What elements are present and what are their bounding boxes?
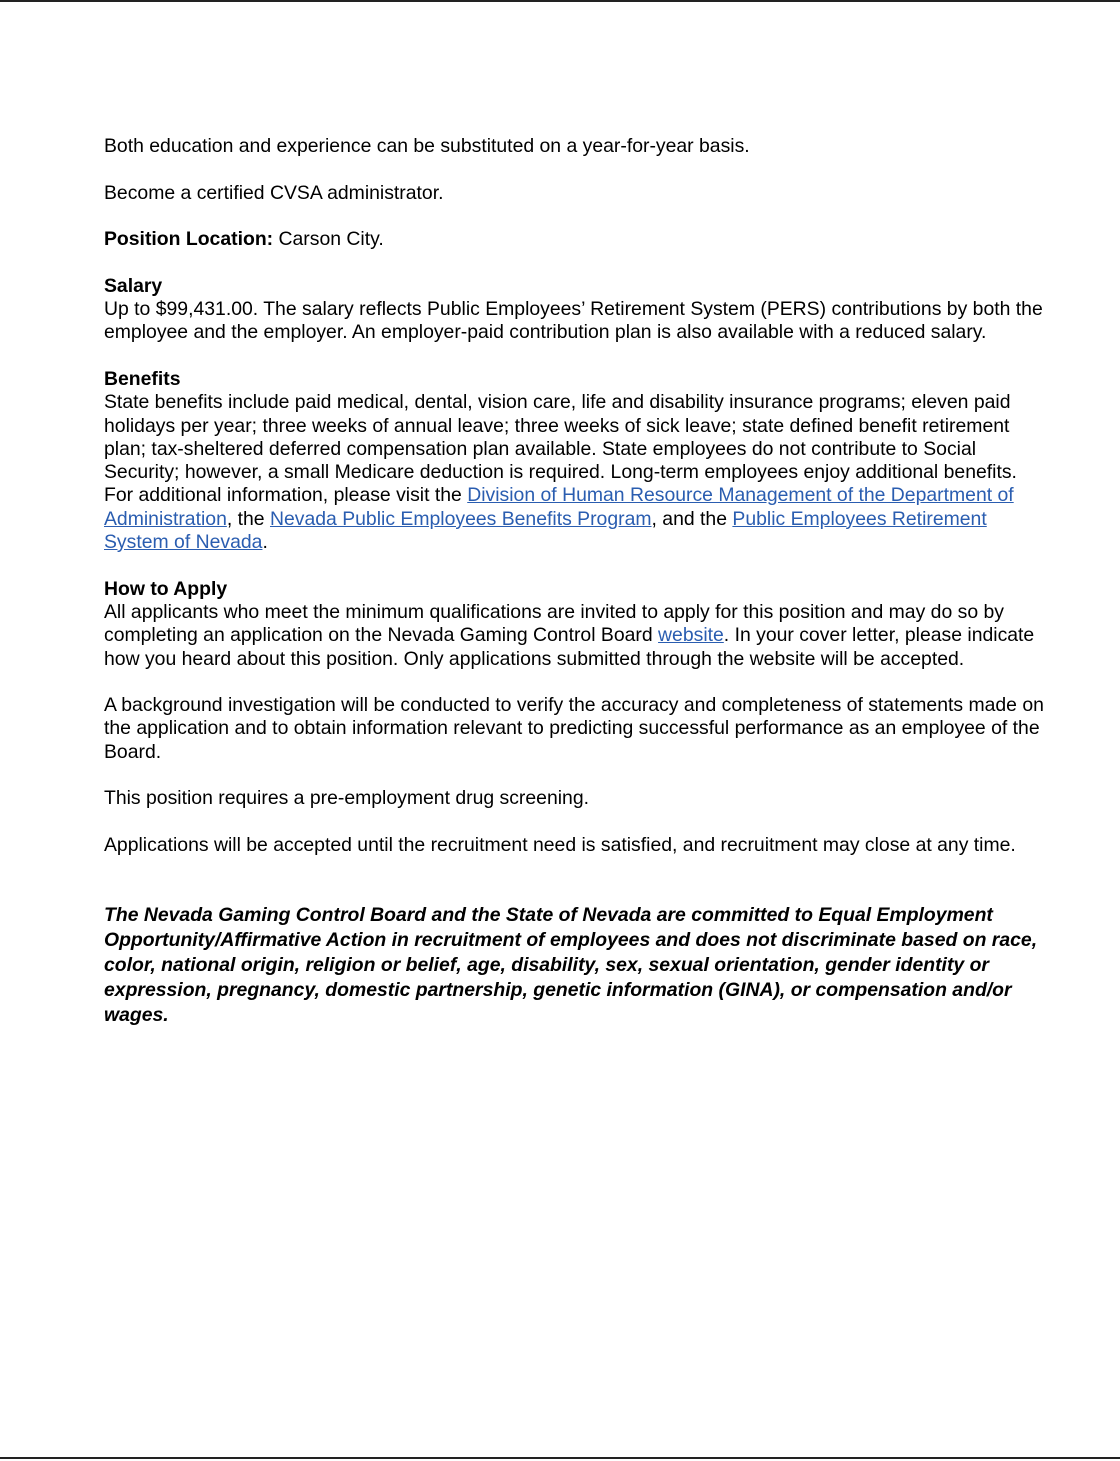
salary-section [104, 275, 1044, 345]
recruitment-close-paragraph: Applications will be accepted until the recruitment need is satisfied, and recruitment may close at any time. [104, 833, 1016, 856]
pebp-link[interactable]: Nevada Public Employees Benefits Program [269, 507, 652, 530]
page-bottom-border [0, 1457, 1120, 1459]
background-paragraph: A background investigation will be conducted to verify the accuracy and completeness of statements made on the application and to obtain information relevant to predicting successful performance as an employee of the Board. [104, 694, 1044, 763]
benefits-text-1: State benefits include paid medical, dental, vision care, life and disability insurance programs; eleven paid holidays per year; three weeks of annual leave; three weeks of sick leave; state defined benefit retirement plan; tax-sheltered deferred compensation plan available. State employees do not contribute to Social Security; however, a small Medicare deduction is required. Long-term employees enjoy additional benefits. For additional information, please visit the [104, 391, 1017, 507]
how-to-apply-section [104, 578, 1044, 671]
salary-text: Up to $99,431.00. The salary reflects Public Employees’ Retirement System (PERS) contributions by both the employee and the employer. An employer-paid contribution plan is also available with a reduced salary. [104, 298, 1043, 344]
website-link[interactable]: website [658, 624, 724, 647]
benefits-heading: Benefits [104, 367, 181, 390]
hr-division-link[interactable]: Division of Human Resource Management of the Department of Administration [104, 484, 1014, 530]
drug-screening-paragraph: This position requires a pre-employment drug screening. [104, 787, 590, 810]
page-top-border [0, 0, 1120, 2]
position-location [104, 228, 1044, 251]
benefits-text-4: . [262, 531, 268, 554]
benefits-section [104, 368, 1044, 554]
how-to-apply-text-1: All applicants who meet the minimum qualifications are invited to apply for this position and may do so by completing an application on the Nevada Gaming Control Board [104, 600, 1004, 647]
substitution-paragraph: Both education and experience can be substituted on a year-for-year basis. [104, 135, 750, 157]
eeo-statement: The Nevada Gaming Control Board and the State of Nevada are committed to Equal Employment Opportunity/Affirmative Action in recruitment of employees and does not discriminate based on race, color, national origin, religion or belief, age, disability, sex, sexual orientation, gender identity or expression, pregnancy, domestic partnership, genetic information (GINA), or compensation and/or wages. [104, 904, 1038, 1027]
benefits-text-3: , and the [651, 507, 733, 530]
document-body [104, 135, 1044, 1052]
pers-link[interactable]: Public Employees Retirement System of Nevada [104, 507, 987, 554]
how-to-apply-text-2: . In your cover letter, please indicate how you heard about this position. Only applications submitted through the website will be accepted. [104, 624, 1035, 670]
position-location-value: Carson City. [273, 228, 384, 251]
position-location-label: Position Location: [104, 228, 274, 251]
benefits-text-2: , the [226, 507, 270, 530]
how-to-apply-heading: How to Apply [104, 577, 228, 600]
salary-heading: Salary [104, 274, 163, 297]
cvsa-paragraph: Become a certified CVSA administrator. [104, 181, 444, 204]
